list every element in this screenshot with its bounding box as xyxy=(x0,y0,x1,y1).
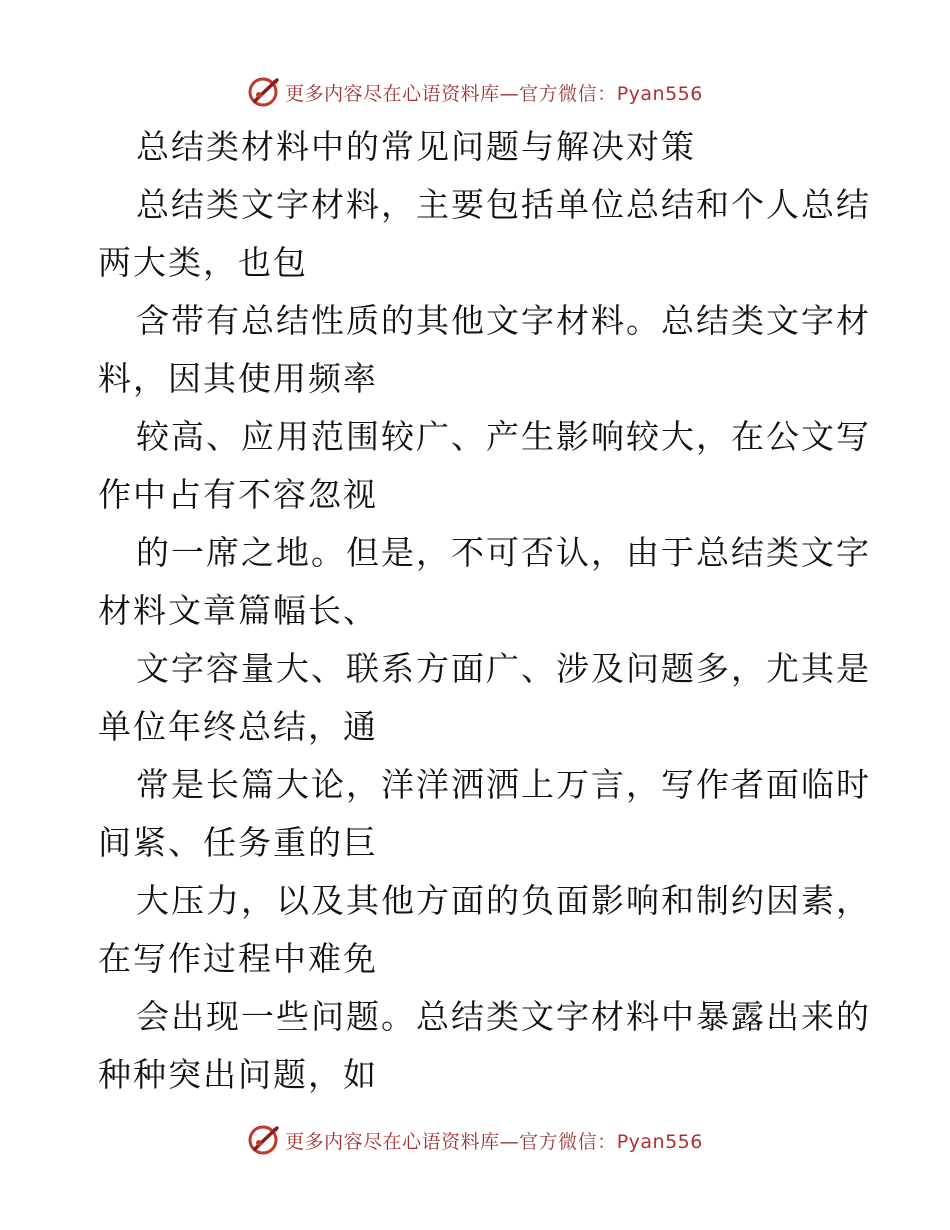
paragraph-line: 的一席之地。但是，不可否认，由于总结类文字 xyxy=(136,533,871,572)
banner-site-text: 更多内容尽在心语资料库 xyxy=(285,1130,500,1153)
banner-dash: — xyxy=(499,82,520,105)
pen-swirl-logo-icon xyxy=(247,75,281,109)
paragraph-line: 会出现一些问题。总结类文字材料中暴露出来的 xyxy=(136,997,871,1036)
banner-wechat-label: 官方微信： xyxy=(519,82,617,105)
paragraph-line: 总结类文字材料，主要包括单位总结和个人总结 xyxy=(136,185,871,224)
paragraph xyxy=(98,176,871,292)
paragraph-line: 材料文章篇幅长、 xyxy=(98,591,378,630)
banner-dash: — xyxy=(499,1130,520,1153)
banner-site-text: 更多内容尽在心语资料库 xyxy=(285,82,500,105)
paragraph xyxy=(98,524,871,640)
pen-swirl-logo-icon xyxy=(247,1123,281,1157)
header-banner-text xyxy=(285,79,703,106)
paragraph xyxy=(98,872,871,988)
paragraph-line: 作中占有不容忽视 xyxy=(98,475,378,514)
paragraph-line: 含带有总结性质的其他文字材料。总结类文字材 xyxy=(136,301,871,340)
paragraph xyxy=(98,640,871,756)
paragraph-line: 大压力，以及其他方面的负面影响和制约因素， xyxy=(136,881,871,920)
document-body xyxy=(98,118,871,1104)
paragraph xyxy=(98,988,871,1104)
paragraph xyxy=(98,292,871,408)
paragraph-line: 文字容量大、联系方面广、涉及问题多，尤其是 xyxy=(136,649,871,688)
paragraph xyxy=(98,756,871,872)
paragraph-line: 单位年终总结，通 xyxy=(98,707,378,746)
paragraph-line: 在写作过程中难免 xyxy=(98,939,378,978)
banner-wechat-label: 官方微信： xyxy=(519,1130,617,1153)
document-title: 总结类材料中的常见问题与解决对策 xyxy=(136,127,696,166)
paragraph-line: 种种突出问题，如 xyxy=(98,1055,378,1094)
header-banner xyxy=(0,72,950,112)
paragraph-line: 间紧、任务重的巨 xyxy=(98,823,378,862)
paragraph-line: 料，因其使用频率 xyxy=(98,359,378,398)
banner-wechat-id: Pyan556 xyxy=(616,1130,703,1153)
paragraph-line: 两大类，也包 xyxy=(98,243,308,282)
paragraph-line: 常是长篇大论，洋洋洒洒上万言，写作者面临时 xyxy=(136,765,871,804)
footer-banner xyxy=(0,1120,950,1160)
paragraph-line: 较高、应用范围较广、产生影响较大，在公文写 xyxy=(136,417,871,456)
banner-wechat-id: Pyan556 xyxy=(616,82,703,105)
paragraph xyxy=(98,408,871,524)
footer-banner-text xyxy=(285,1127,703,1154)
